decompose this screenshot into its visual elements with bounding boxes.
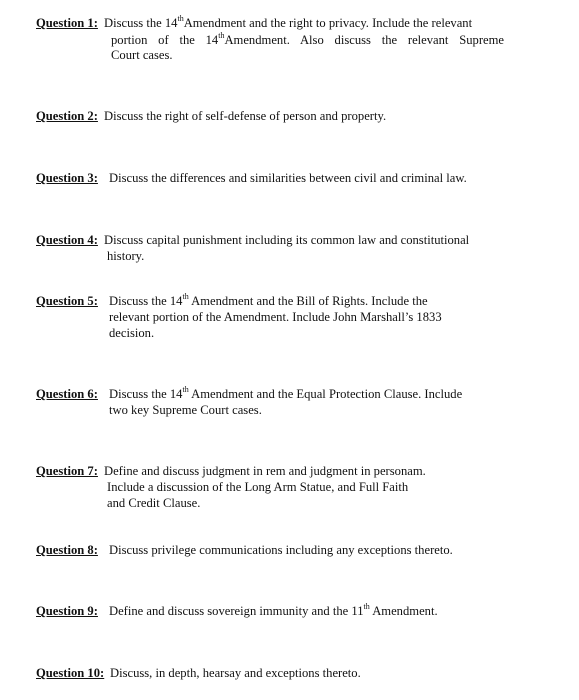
question-6-line-2: two key Supreme Court cases. [109, 403, 262, 417]
question-4-label: Question 4: [36, 233, 98, 247]
question-5-line-3: decision. [109, 326, 155, 340]
question-10-line-1: Discuss, in depth, hearsay and exceptions thereto. [110, 666, 361, 680]
question-1-line-1: Discuss the 14thAmendment and the right to privacy. Include the relevant [104, 13, 473, 30]
question-6-line-1: Discuss the 14th Amendment and the Equal Protection Clause. Include [109, 384, 463, 401]
question-1-line-2: portion of the 14thAmendment. Also discuss the relevant Supreme [111, 30, 504, 47]
question-3-label: Question 3: [36, 171, 98, 185]
question-5-line-1: Discuss the 14th Amendment and the Bill of Rights. Include the [109, 291, 428, 308]
question-9-line-1: Define and discuss sovereign immunity and the 11th Amendment. [109, 601, 438, 618]
question-1-line-3: Court cases. [111, 48, 173, 62]
question-8-line-1: Discuss privilege communications including any exceptions thereto. [109, 543, 453, 557]
question-7-label: Question 7: [36, 464, 98, 478]
question-9-label: Question 9: [36, 604, 98, 618]
question-7-line-2: Include a discussion of the Long Arm Statue, and Full Faith [107, 480, 409, 494]
question-6-label: Question 6: [36, 387, 98, 401]
question-5-label: Question 5: [36, 294, 98, 308]
question-1-label: Question 1: [36, 16, 98, 30]
question-5-line-2: relevant portion of the Amendment. Include John Marshall’s 1833 [109, 310, 442, 324]
question-10-label: Question 10: [36, 666, 105, 680]
question-2-line-1: Discuss the right of self-defense of person and property. [104, 109, 387, 123]
question-4-line-2: history. [107, 249, 145, 263]
question-4-line-1: Discuss capital punishment including its common law and constitutional [104, 233, 470, 247]
question-8-label: Question 8: [36, 543, 98, 557]
question-3-line-1: Discuss the differences and similarities between civil and criminal law. [109, 171, 467, 185]
question-2-label: Question 2: [36, 109, 98, 123]
question-7-line-1: Define and discuss judgment in rem and judgment in personam. [104, 464, 426, 478]
question-7-line-3: and Credit Clause. [107, 496, 201, 510]
